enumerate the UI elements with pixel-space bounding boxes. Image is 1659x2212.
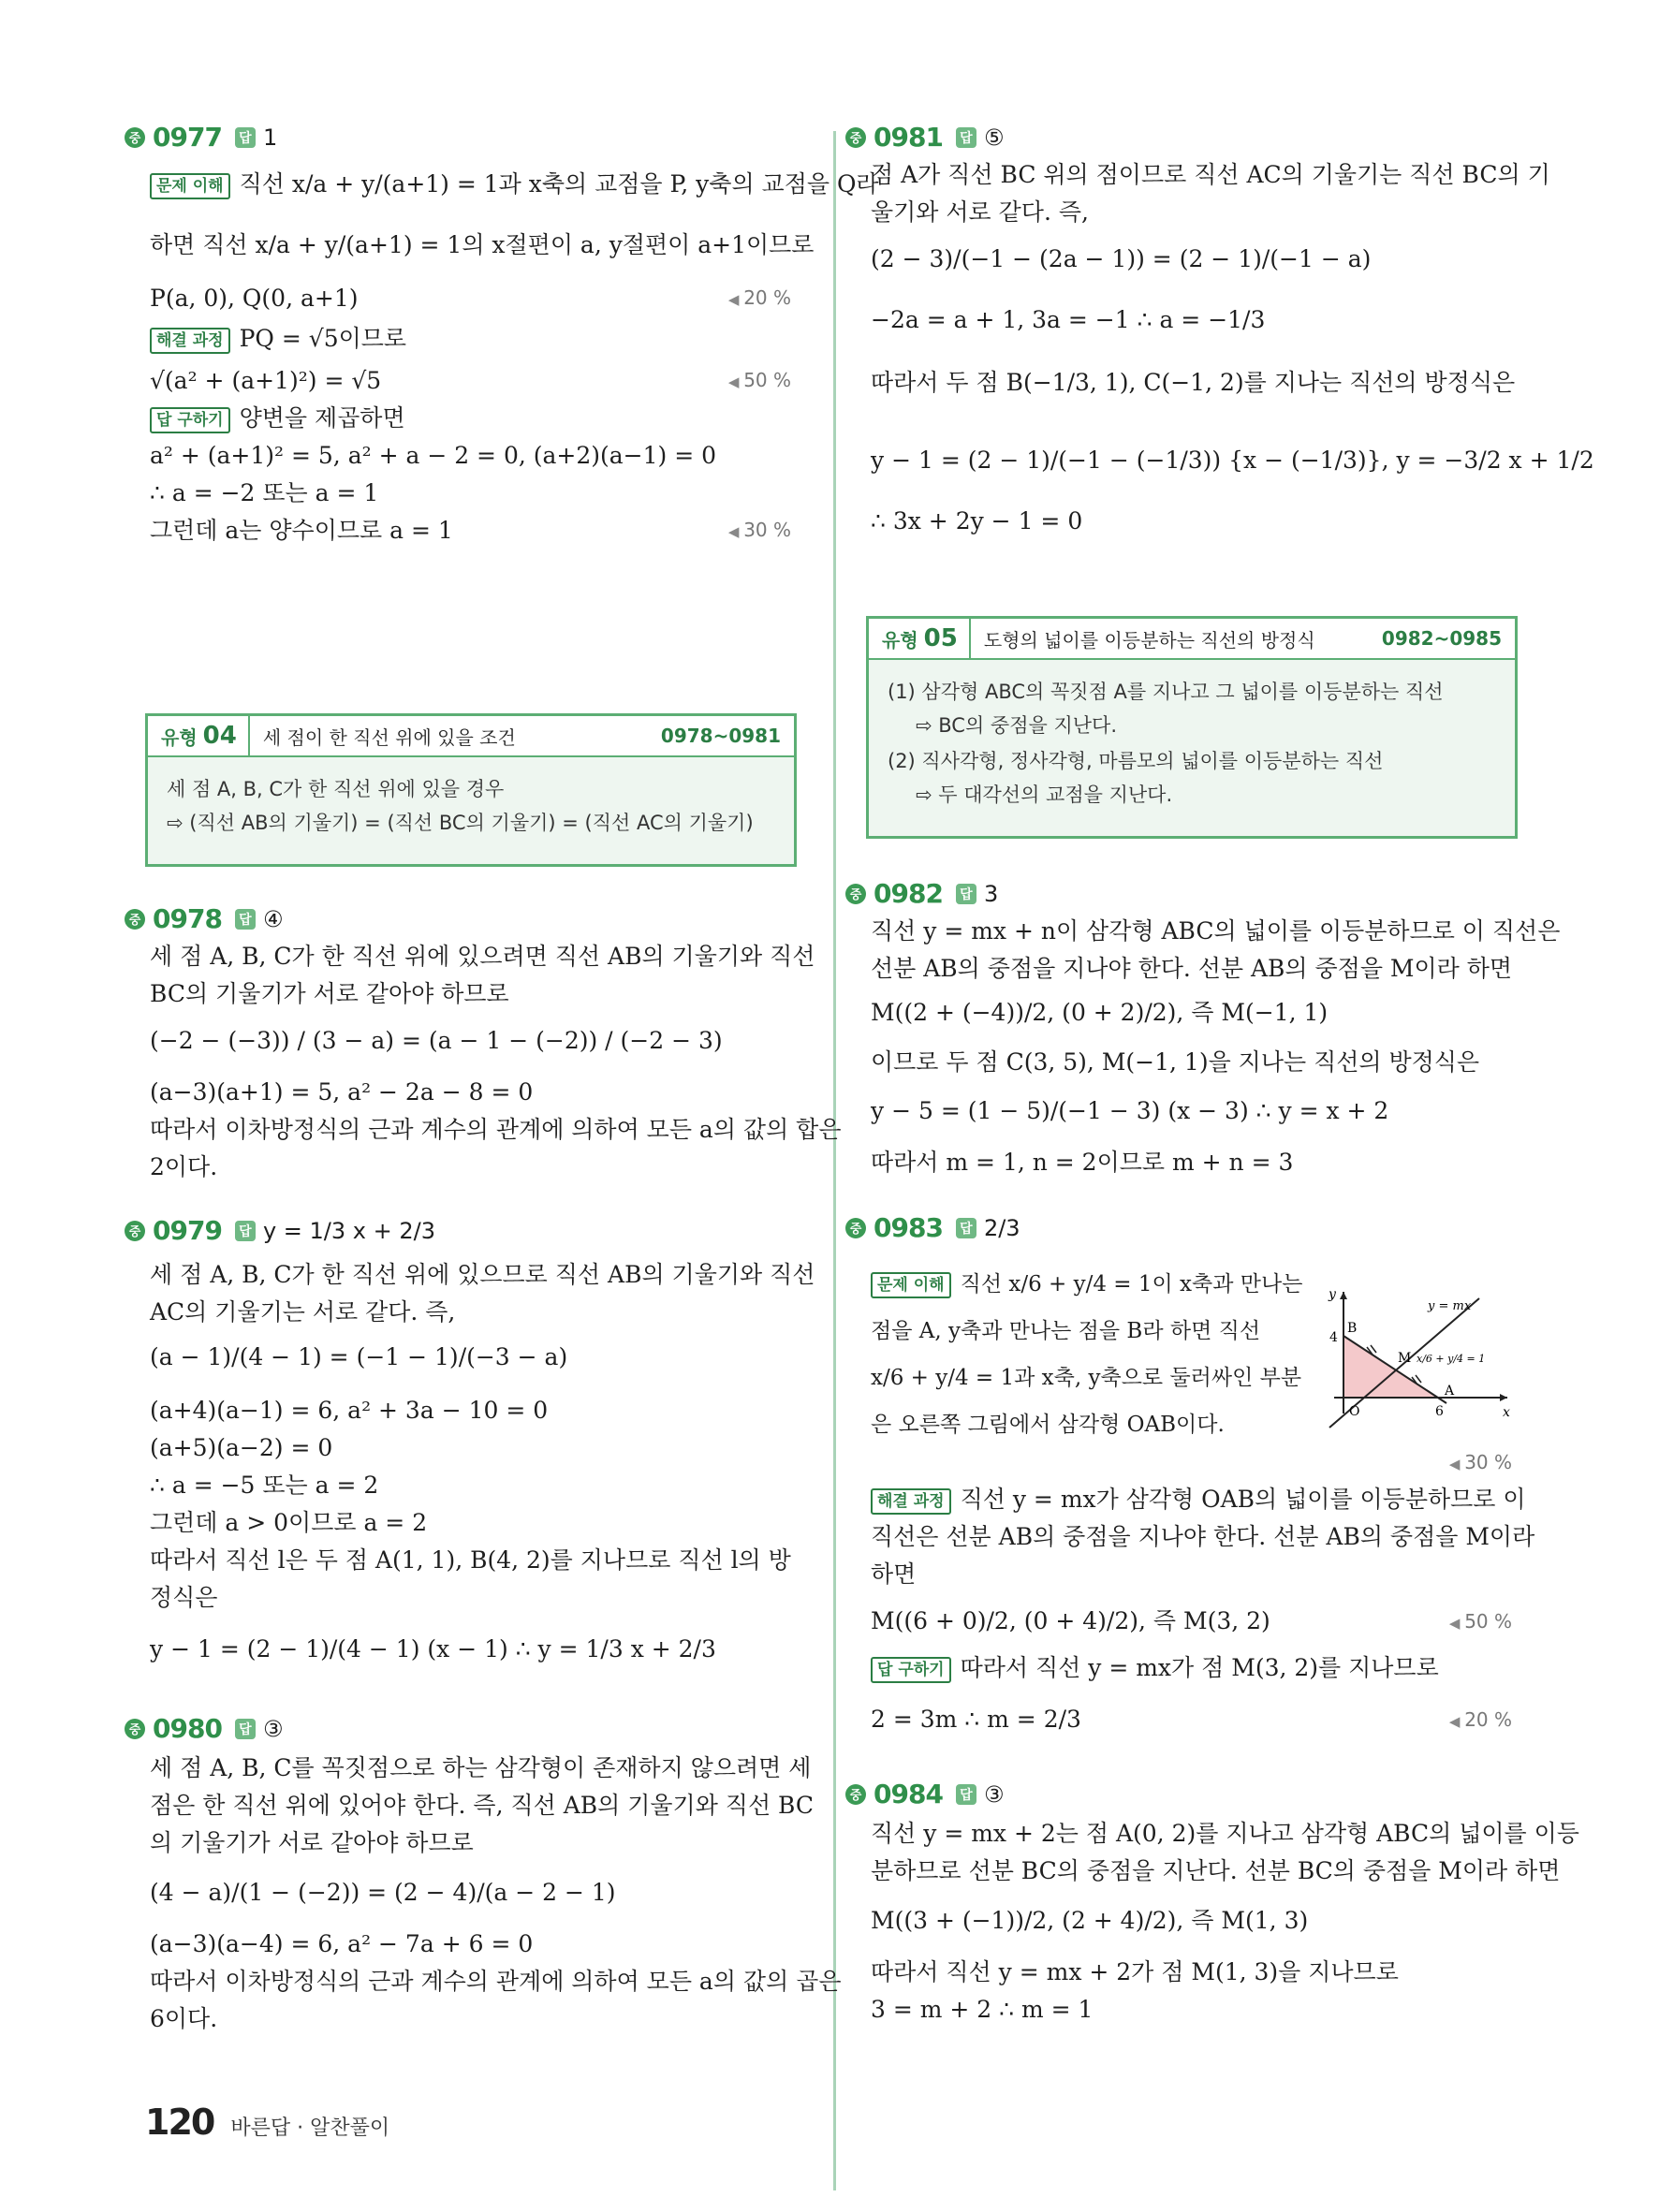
- section-tag: 답 구하기: [871, 1657, 951, 1683]
- type-label: 유형 04: [148, 716, 250, 755]
- difficulty-icon: 중: [125, 127, 145, 148]
- solution-line: 점을 A, y축과 만나는 점을 B라 하면 직선: [871, 1319, 1261, 1343]
- solution-line: M((6 + 0)/2, (0 + 4)/2), 즉 M(3, 2): [871, 1607, 1270, 1634]
- solution-line: P(a, 0), Q(0, a+1): [150, 285, 359, 312]
- solution-line: √(a² + (a+1)²) = √5: [150, 367, 382, 394]
- section-tag: 답 구하기: [150, 407, 230, 433]
- solution-line: AC의 기울기는 서로 같다. 즉,: [150, 1298, 456, 1326]
- solution-line: y − 5 = (1 − 5)/(−1 − 3) (x − 3) ∴ y = x + 2: [871, 1097, 1389, 1124]
- type-title: 세 점이 한 직선 위에 있을 조건: [262, 725, 516, 749]
- solution-line: 직선 y = mx + 2는 점 A(0, 2)를 지나고 삼각형 ABC의 넓이를 이등: [871, 1820, 1579, 1847]
- tick-label-6: 6: [1435, 1404, 1444, 1419]
- solution-line: ∴ a = −5 또는 a = 2: [150, 1472, 379, 1499]
- answer-value: 1: [262, 124, 278, 151]
- solution-line: (a+4)(a−1) = 6, a² + 3a − 10 = 0: [150, 1397, 549, 1424]
- solution-line: (a−3)(a+1) = 5, a² − 2a − 8 = 0: [150, 1078, 534, 1106]
- section-tag: 해결 과정: [871, 1488, 951, 1515]
- type-range: 0978~0981: [660, 725, 781, 747]
- score-percent: ◀ 20 %: [1449, 1708, 1512, 1731]
- solution-line: a² + (a+1)² = 5, a² + a − 2 = 0, (a+2)(a−1) = 0: [150, 442, 717, 469]
- solution-line: 세 점 A, B, C가 한 직선 위에 있으려면 직선 AB의 기울기와 직선: [150, 943, 815, 970]
- page-number: 120: [145, 2102, 214, 2143]
- column-divider: [833, 131, 836, 2190]
- score-percent: ◀ 50 %: [728, 369, 791, 391]
- solution-line: (a−3)(a−4) = 6, a² − 7a + 6 = 0: [150, 1930, 534, 1957]
- problem-header-0983: [845, 1212, 1020, 1243]
- type-label: 유형 05: [869, 619, 971, 658]
- solution-line: x/6 + y/4 = 1과 x축, y축으로 둘러싸인 부분: [871, 1366, 1302, 1390]
- solution-line: ∴ a = −2 또는 a = 1: [150, 479, 379, 506]
- solution-line: 따라서 직선 y = mx + 2가 점 M(1, 3)을 지나므로: [871, 1958, 1399, 1985]
- type-box-line: 세 점 A, B, C가 한 직선 위에 있을 경우: [167, 778, 505, 800]
- solution-line: 점 A가 직선 BC 위의 점이므로 직선 AC의 기울기는 직선 BC의 기: [871, 161, 1550, 188]
- solution-line: (2 − 3)/(−1 − (2a − 1)) = (2 − 1)/(−1 − a): [871, 245, 1372, 272]
- problem-header-0984: [845, 1779, 1004, 1809]
- y-axis-arrow-icon: [1340, 1292, 1347, 1299]
- origin-label: O: [1349, 1404, 1360, 1419]
- triangle-figure: [1315, 1287, 1512, 1437]
- difficulty-icon: 중: [125, 909, 145, 930]
- problem-number: 0977: [153, 122, 222, 153]
- footer-title: 바른답 · 알찬풀이: [230, 2117, 390, 2140]
- solution-line: 은 오른쪽 그림에서 삼각형 OAB이다.: [871, 1413, 1225, 1437]
- solution-line: 분하므로 선분 BC의 중점을 지난다. 선분 BC의 중점을 M이라 하면: [871, 1857, 1561, 1884]
- type-box-line: (2) 직사각형, 정사각형, 마름모의 넓이를 이등분하는 직선: [888, 750, 1384, 772]
- score-percent: ◀ 20 %: [728, 286, 791, 309]
- problem-header-0978: [125, 903, 283, 934]
- solution-line: 그런데 a는 양수이므로 a = 1: [150, 517, 453, 544]
- solution-line: 하면: [871, 1560, 917, 1588]
- line-ab-equation-label: x/6 + y/4 = 1: [1417, 1353, 1486, 1365]
- problem-header-0982: [845, 878, 998, 909]
- solution-line: 3 = m + 2 ∴ m = 1: [871, 1996, 1094, 2023]
- answer-icon: 답: [235, 909, 256, 930]
- answer-icon: 답: [956, 884, 976, 904]
- type-title: 도형의 넓이를 이등분하는 직선의 방정식: [983, 628, 1315, 652]
- solution-line: 울기와 서로 같다. 즉,: [871, 198, 1089, 226]
- problem-header-0979: [125, 1215, 435, 1246]
- score-percent: ◀ 50 %: [1449, 1610, 1512, 1633]
- point-a-label: A: [1445, 1384, 1455, 1399]
- answer-value: 2/3: [983, 1214, 1020, 1241]
- score-percent: ◀ 30 %: [728, 519, 791, 541]
- point-m-label: M: [1398, 1351, 1412, 1366]
- answer-icon: 답: [235, 127, 256, 148]
- solution-line: 따라서 직선 l은 두 점 A(1, 1), B(4, 2)를 지나므로 직선 l의 방: [150, 1546, 791, 1574]
- solution-line: 답 구하기 양변을 제곱하면: [150, 403, 405, 434]
- page-footer: [145, 2102, 389, 2143]
- solution-line: BC의 기울기가 서로 같아야 하므로: [150, 980, 509, 1007]
- problem-number: 0980: [153, 1713, 222, 1744]
- solution-line: 문제 이해 직선 x/a + y/(a+1) = 1과 x축의 교점을 P, y축의 교점을 Q라: [150, 168, 879, 200]
- type-box-05: [866, 616, 1518, 839]
- solution-line: y − 1 = (2 − 1)/(4 − 1) (x − 1) ∴ y = 1/3 x + 2/3: [150, 1635, 716, 1663]
- answer-value: ③: [262, 1715, 284, 1742]
- problem-number: 0982: [874, 878, 943, 909]
- problem-header-0980: [125, 1713, 283, 1744]
- answer-icon: 답: [956, 1218, 976, 1238]
- x-axis-arrow-icon: [1500, 1394, 1507, 1401]
- solution-line: M((3 + (−1))/2, (2 + 4)/2), 즉 M(1, 3): [871, 1907, 1309, 1934]
- solution-line: 이므로 두 점 C(3, 5), M(−1, 1)을 지나는 직선의 방정식은: [871, 1048, 1480, 1076]
- y-axis-label: y: [1329, 1287, 1336, 1302]
- solution-line: 해결 과정 PQ = √5이므로: [150, 323, 406, 355]
- type-box-line: ⇨ BC의 중점을 지난다.: [916, 714, 1117, 737]
- solution-line: 세 점 A, B, C가 한 직선 위에 있으므로 직선 AB의 기울기와 직선: [150, 1261, 815, 1288]
- type-box-header: [148, 716, 794, 757]
- solution-line: 의 기울기가 서로 같아야 하므로: [150, 1829, 474, 1856]
- section-tag: 문제 이해: [150, 173, 230, 199]
- section-tag: 해결 과정: [150, 328, 230, 354]
- problem-header-0981: [845, 122, 1004, 153]
- solution-line: (a − 1)/(4 − 1) = (−1 − 1)/(−3 − a): [150, 1343, 568, 1370]
- type-box-line: ⇨ (직선 AB의 기울기) = (직선 BC의 기울기) = (직선 AC의 기울기): [167, 812, 754, 834]
- solution-line: 직선 y = mx + n이 삼각형 ABC의 넓이를 이등분하므로 이 직선은: [871, 917, 1561, 945]
- type-box-line: (1) 삼각형 ABC의 꼭짓점 A를 지나고 그 넓이를 이등분하는 직선: [888, 681, 1444, 703]
- problem-number: 0983: [874, 1212, 943, 1243]
- difficulty-icon: 중: [125, 1719, 145, 1739]
- difficulty-icon: 중: [845, 127, 866, 148]
- problem-number: 0979: [153, 1215, 222, 1246]
- solution-line: 따라서 m = 1, n = 2이므로 m + n = 3: [871, 1149, 1294, 1176]
- solution-line: 해결 과정 직선 y = mx가 삼각형 OAB의 넓이를 이등분하므로 이: [871, 1484, 1526, 1516]
- answer-value: ③: [983, 1780, 1005, 1808]
- solution-line: 선분 AB의 중점을 지나야 한다. 선분 AB의 중점을 M이라 하면: [871, 955, 1513, 982]
- problem-number: 0984: [874, 1779, 943, 1809]
- answer-icon: 답: [956, 127, 976, 148]
- score-percent: ◀ 30 %: [1449, 1451, 1512, 1473]
- solution-line: 하면 직선 x/a + y/(a+1) = 1의 x절편이 a, y절편이 a+1이므로: [150, 231, 815, 258]
- x-axis-label: x: [1503, 1405, 1510, 1420]
- solution-line: 2이다.: [150, 1153, 218, 1180]
- solution-line: 따라서 두 점 B(−1/3, 1), C(−1, 2)를 지나는 직선의 방정식은: [871, 369, 1516, 396]
- line-y-mx-label: y = mx: [1428, 1299, 1472, 1313]
- answer-icon: 답: [235, 1719, 256, 1739]
- section-tag: 문제 이해: [871, 1272, 951, 1298]
- point-b-label: B: [1347, 1321, 1358, 1336]
- solution-line: 따라서 이차방정식의 근과 계수의 관계에 의하여 모든 a의 값의 곱은: [150, 1968, 842, 1995]
- problem-number: 0978: [153, 903, 222, 934]
- answer-value: ⑤: [983, 124, 1005, 151]
- solution-line: 점은 한 직선 위에 있어야 한다. 즉, 직선 AB의 기울기와 직선 BC: [150, 1792, 814, 1819]
- solution-line: 6이다.: [150, 2005, 218, 2032]
- tick-mark: [1416, 1375, 1421, 1383]
- answer-value: 3: [983, 880, 999, 907]
- solution-line: ∴ 3x + 2y − 1 = 0: [871, 507, 1083, 535]
- solution-line: 정식은: [150, 1584, 218, 1611]
- tick-mark: [1371, 1345, 1376, 1353]
- solution-line: 그런데 a > 0이므로 a = 2: [150, 1509, 428, 1536]
- problem-number: 0981: [874, 122, 943, 153]
- solution-line: 2 = 3m ∴ m = 2/3: [871, 1706, 1081, 1733]
- type-box-header: [869, 619, 1515, 660]
- type-box-04: [145, 713, 797, 867]
- answer-value: ④: [262, 905, 284, 932]
- solution-line: 세 점 A, B, C를 꼭짓점으로 하는 삼각형이 존재하지 않으려면 세: [150, 1754, 812, 1781]
- solution-line: M((2 + (−4))/2, (0 + 2)/2), 즉 M(−1, 1): [871, 999, 1329, 1026]
- answer-icon: 답: [235, 1221, 256, 1241]
- solution-line: (4 − a)/(1 − (−2)) = (2 − 4)/(a − 2 − 1): [150, 1879, 616, 1906]
- solution-line: −2a = a + 1, 3a = −1 ∴ a = −1/3: [871, 306, 1266, 333]
- tick-label-4: 4: [1329, 1330, 1338, 1345]
- difficulty-icon: 중: [845, 1218, 866, 1238]
- type-range: 0982~0985: [1381, 627, 1502, 650]
- answer-icon: 답: [956, 1784, 976, 1805]
- answer-value: y = 1/3 x + 2/3: [262, 1217, 435, 1244]
- solution-line: (a+5)(a−2) = 0: [150, 1434, 333, 1461]
- difficulty-icon: 중: [845, 884, 866, 904]
- solution-line: 답 구하기 따라서 직선 y = mx가 점 M(3, 2)를 지나므로: [871, 1652, 1439, 1684]
- problem-header-0977: [125, 122, 277, 153]
- solution-line: 문제 이해 직선 x/6 + y/4 = 1이 x축과 만나는: [871, 1268, 1302, 1300]
- difficulty-icon: 중: [845, 1784, 866, 1805]
- type-box-line: ⇨ 두 대각선의 교점을 지난다.: [916, 784, 1173, 806]
- solution-line: 직선은 선분 AB의 중점을 지나야 한다. 선분 AB의 중점을 M이라: [871, 1523, 1535, 1550]
- difficulty-icon: 중: [125, 1221, 145, 1241]
- solution-line: 따라서 이차방정식의 근과 계수의 관계에 의하여 모든 a의 값의 합은: [150, 1116, 842, 1143]
- solution-line: (−2 − (−3)) / (3 − a) = (a − 1 − (−2)) / (−2 − 3): [150, 1027, 723, 1054]
- solution-line: y − 1 = (2 − 1)/(−1 − (−1/3)) {x − (−1/3)}, y = −3/2 x + 1/2: [871, 447, 1594, 474]
